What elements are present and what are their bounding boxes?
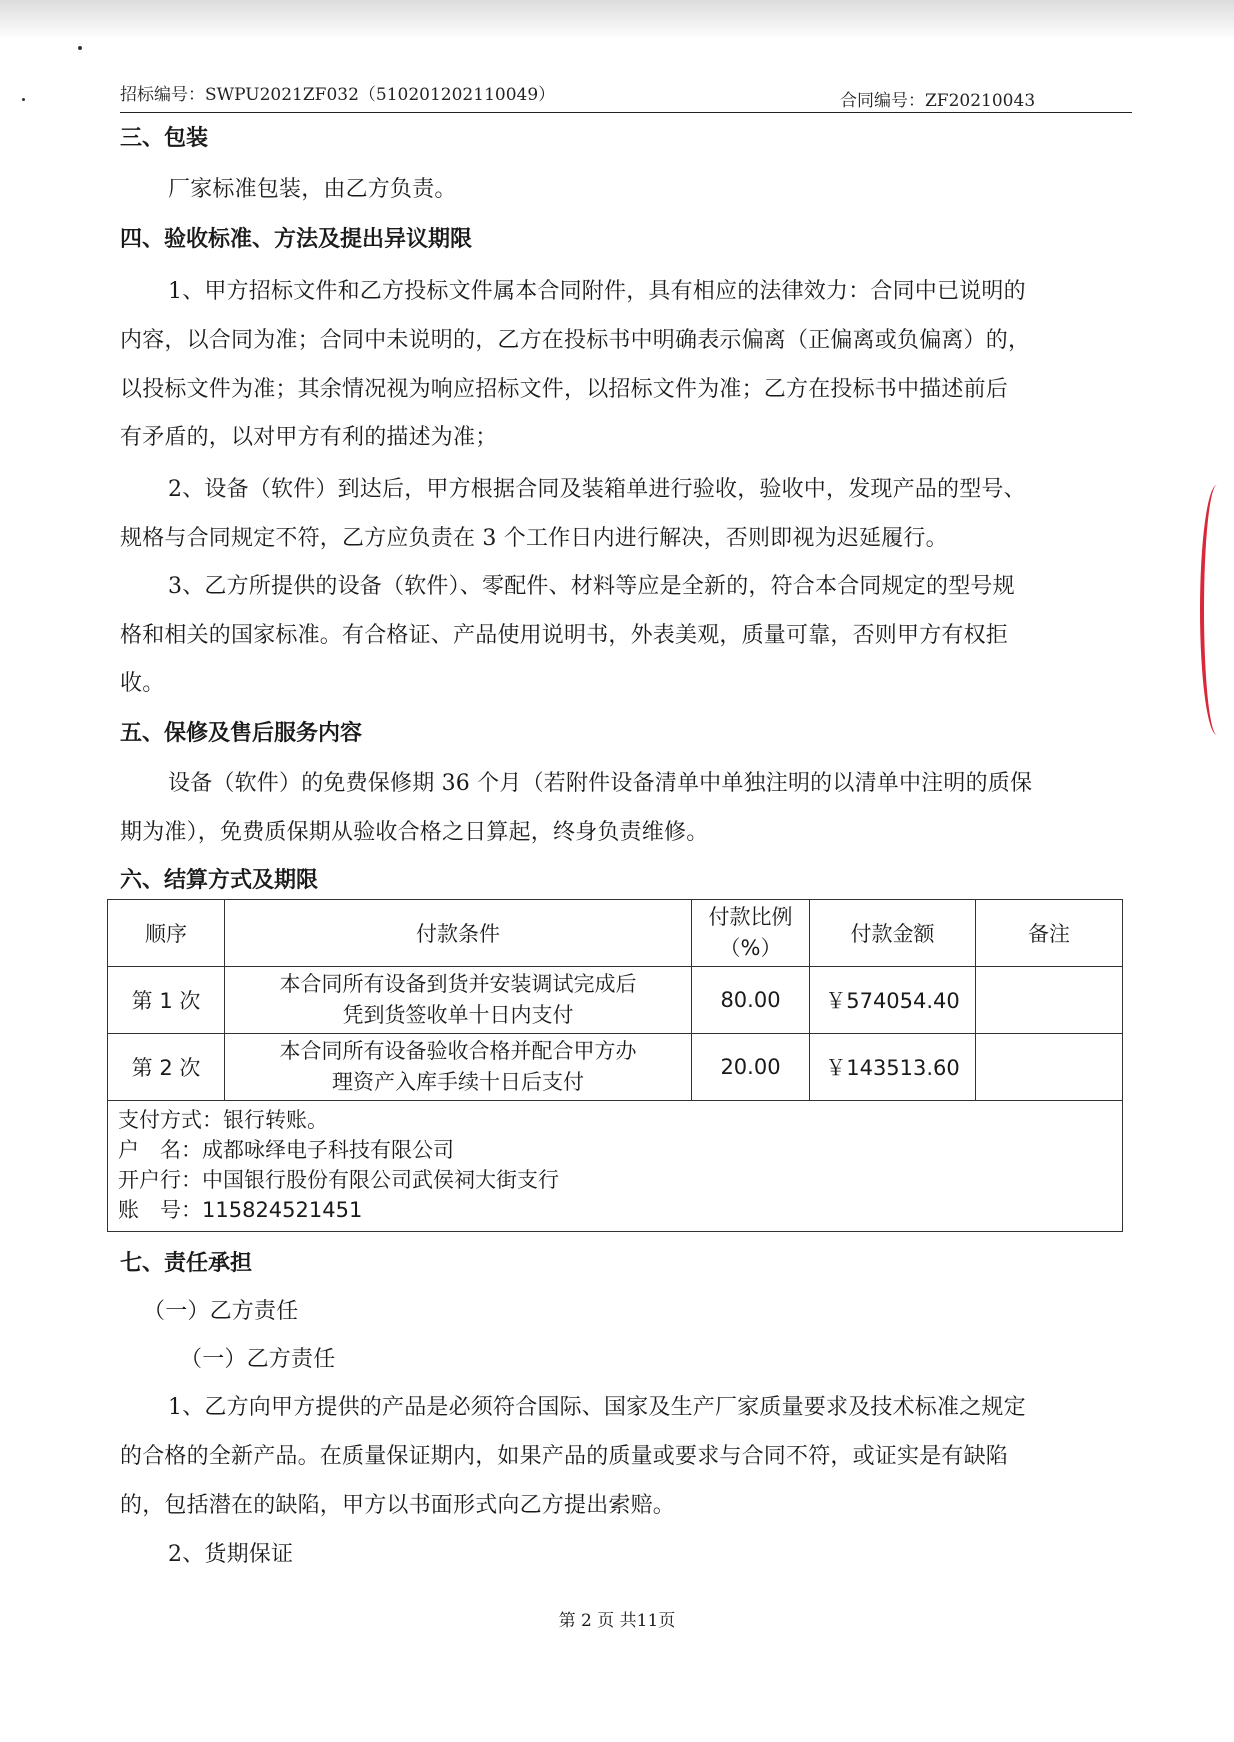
paragraph-line: 1、甲方招标文件和乙方投标文件属本合同附件，具有相应的法律效力：合同中已说明的	[168, 279, 1026, 304]
scan-shadow	[0, 0, 1234, 40]
section-6-title: 六、结算方式及期限	[120, 867, 319, 893]
paragraph-line: 2、货期保证	[168, 1542, 294, 1567]
paragraph-line: 1、乙方向甲方提供的产品是必须符合国际、国家及生产厂家质量要求及技术标准之规定	[168, 1395, 1026, 1420]
bid-number: 招标编号：SWPU2021ZF032（510201202110049）	[120, 85, 556, 105]
header-condition: 付款条件	[225, 900, 692, 967]
section-7-title: 七、责任承担	[120, 1250, 253, 1276]
payment-info	[108, 1101, 1123, 1232]
account-no-line	[118, 1195, 1112, 1225]
payment-info-row	[108, 1101, 1123, 1232]
table-header-row	[108, 900, 1123, 967]
subsection-title: （一）乙方责任	[143, 1299, 299, 1324]
header-seq: 顺序	[108, 900, 225, 967]
row-condition	[225, 967, 692, 1034]
paragraph-line: 有矛盾的，以对甲方有利的描述为准；	[120, 425, 498, 450]
header-rule	[120, 112, 1132, 113]
row-seq: 第 1 次	[108, 967, 225, 1034]
account-no-label: 账 号：	[118, 1198, 202, 1222]
condition-line: 本合同所有设备到货并安装调试完成后	[279, 972, 637, 996]
page-number: 第 2 页 共11页	[558, 1611, 676, 1631]
row-condition	[225, 1034, 692, 1101]
paragraph-line: 格和相关的国家标准。有合格证、产品使用说明书，外表美观，质量可靠，否则甲方有权拒	[120, 623, 1009, 648]
subsection-title: （一）乙方责任	[180, 1347, 336, 1372]
account-name-line	[118, 1135, 1112, 1165]
paragraph-line: 3、乙方所提供的设备（软件）、零配件、材料等应是全新的，符合本合同规定的型号规	[168, 574, 1015, 599]
header-note: 备注	[976, 900, 1123, 967]
row-seq: 第 2 次	[108, 1034, 225, 1101]
paragraph-line: 内容，以合同为准；合同中未说明的，乙方在投标书中明确表示偏离（正偏离或负偏离）的，	[120, 328, 1031, 353]
paragraph-line: 设备（软件）的免费保修期 36 个月（若附件设备清单中单独注明的以清单中注明的质保	[168, 771, 1033, 796]
header-ratio	[692, 900, 810, 967]
section-4-title: 四、验收标准、方法及提出异议期限	[120, 226, 473, 252]
contract-number: 合同编号：ZF20210043	[840, 91, 1036, 111]
bank-line	[118, 1165, 1112, 1195]
paragraph-line: 的合格的全新产品。在质量保证期内，如果产品的质量或要求与合同不符，或证实是有缺陷	[120, 1444, 1009, 1469]
scan-speck	[78, 46, 82, 50]
condition-line: 本合同所有设备验收合格并配合甲方办	[279, 1039, 637, 1063]
paragraph-line: 收。	[120, 671, 165, 696]
condition-line: 理资产入库手续十日后支付	[332, 1070, 584, 1094]
row-amount: ￥143513.60	[810, 1034, 976, 1101]
payment-method: 支付方式：银行转账。	[118, 1108, 328, 1132]
bank-name: 中国银行股份有限公司武侯祠大街支行	[202, 1168, 559, 1192]
seal-stamp	[1200, 485, 1234, 735]
paragraph-line: 的，包括潜在的缺陷，甲方以书面形式向乙方提出索赔。	[120, 1493, 676, 1518]
section-3-title: 三、包装	[120, 125, 209, 151]
account-name: 成都咏绎电子科技有限公司	[202, 1138, 454, 1162]
payment-table	[107, 899, 1123, 1232]
paragraph-line: 以投标文件为准；其余情况视为响应招标文件，以招标文件为准；乙方在投标书中描述前后	[120, 377, 1009, 402]
row-ratio: 20.00	[692, 1034, 810, 1101]
scan-speck	[22, 98, 25, 101]
bank-label: 开户行：	[118, 1168, 202, 1192]
table-row	[108, 967, 1123, 1034]
row-note	[976, 1034, 1123, 1101]
row-amount: ￥574054.40	[810, 967, 976, 1034]
condition-line: 凭到货签收单十日内支付	[342, 1003, 574, 1027]
section-5-title: 五、保修及售后服务内容	[120, 720, 363, 746]
header-ratio-unit: （%）	[719, 936, 782, 960]
section-3-text: 厂家标准包装，由乙方负责。	[168, 177, 457, 202]
paragraph-line: 期为准），免费质保期从验收合格之日算起，终身负责维修。	[120, 820, 709, 845]
row-ratio: 80.00	[692, 967, 810, 1034]
header-ratio-label: 付款比例	[708, 905, 793, 929]
account-name-label: 户 名：	[118, 1138, 202, 1162]
paragraph-line: 2、设备（软件）到达后，甲方根据合同及装箱单进行验收，验收中，发现产品的型号、	[168, 477, 1026, 502]
header-amount: 付款金额	[810, 900, 976, 967]
table-row	[108, 1034, 1123, 1101]
row-note	[976, 967, 1123, 1034]
paragraph-line: 规格与合同规定不符，乙方应负责在 3 个工作日内进行解决，否则即视为迟延履行。	[120, 526, 948, 551]
account-number: 115824521451	[202, 1198, 363, 1222]
